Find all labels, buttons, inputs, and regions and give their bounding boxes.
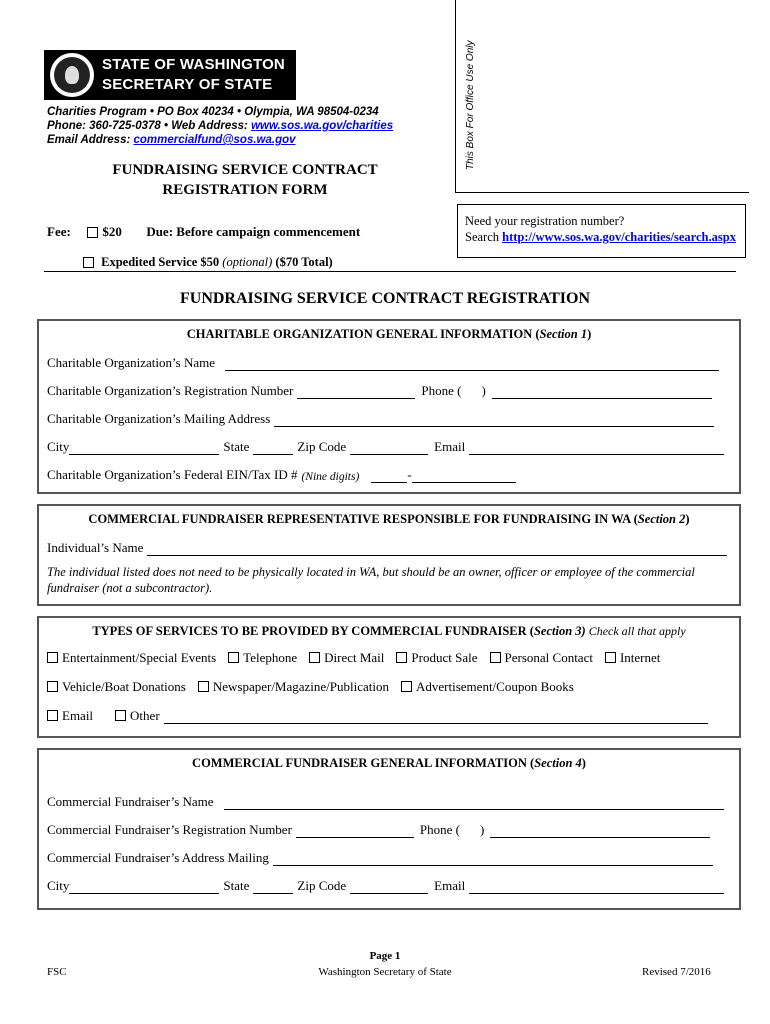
registration-lookup-box [457, 204, 746, 258]
charity-mailing-field[interactable] [274, 414, 714, 427]
section-2 [37, 504, 741, 606]
reg-lookup-link[interactable]: http://www.sos.wa.gov/charities/search.aspx [502, 230, 736, 244]
form-title-line1: FUNDRAISING SERVICE CONTRACT [112, 162, 378, 178]
service-label: Product Sale [411, 650, 478, 665]
logo-line-2: SECRETARY OF STATE [102, 76, 273, 93]
expedited-label: Expedited Service $50 [101, 255, 220, 269]
state-seal-icon [50, 53, 94, 97]
service-label: Advertisement/Coupon Books [416, 679, 574, 694]
fundraiser-state-field[interactable] [253, 881, 293, 894]
fundraiser-city-field[interactable] [69, 881, 219, 894]
section-2-title: COMMERCIAL FUNDRAISER REPRESENTATIVE RESPONSIBLE FOR FUNDRAISING IN WA (Section 2) [88, 512, 690, 526]
service-label: Personal Contact [504, 650, 593, 665]
fee-amount: $20 [102, 224, 122, 239]
service-checkbox[interactable] [47, 652, 58, 663]
charity-ein-field-1[interactable] [371, 470, 407, 483]
individual-name-label: Individual’s Name [47, 540, 144, 555]
service-checkbox[interactable] [605, 652, 616, 663]
charity-regnum-row [47, 383, 712, 399]
fundraiser-phone-close: ) [480, 822, 485, 837]
service-label: Vehicle/Boat Donations [62, 679, 186, 694]
fundraiser-city-label: City [47, 878, 70, 893]
phone-label: Phone: 360-725-0378 • Web Address: [47, 120, 252, 132]
fundraiser-address-row [47, 850, 713, 866]
service-checkbox[interactable] [47, 681, 58, 692]
sos-logo [44, 50, 296, 100]
service-checkbox[interactable] [228, 652, 239, 663]
fundraiser-regnum-field[interactable] [296, 825, 414, 838]
office-use-box [455, 0, 749, 193]
other-service-label: Other [130, 708, 160, 723]
service-label: Internet [619, 650, 661, 665]
charity-state-label: State [223, 439, 250, 454]
service-label: Telephone [243, 650, 298, 665]
charity-state-field[interactable] [253, 442, 293, 455]
fundraiser-regnum-row [47, 822, 710, 838]
charity-phone-label: Phone ( [421, 383, 462, 398]
fee-label: Fee: [47, 224, 71, 239]
charity-regnum-field[interactable] [297, 386, 415, 399]
charity-mailing-row [47, 411, 714, 427]
fundraiser-phone-field[interactable] [490, 825, 710, 838]
individual-name-row [47, 540, 727, 556]
service-checkbox[interactable] [401, 681, 412, 692]
fundraiser-phone-label: Phone ( [419, 822, 460, 837]
charity-phone-close: ) [481, 383, 486, 398]
fundraiser-state-label: State [223, 878, 250, 893]
expedited-checkbox[interactable] [83, 257, 94, 268]
charity-ein-dash: - [407, 467, 412, 482]
section-3 [37, 616, 741, 738]
individual-note: The individual listed does not need to be physically located in WA, but should be an owner, officer or employee of the commercial fundraiser (not a subcontractor). [47, 565, 695, 595]
form-title-line2: REGISTRATION FORM [162, 182, 328, 198]
divider [44, 271, 736, 272]
email-label: Email Address: [47, 134, 134, 146]
reg-lookup-prefix: Search [465, 230, 503, 244]
expedited-row [83, 255, 333, 270]
section-3-title: TYPES OF SERVICES TO BE PROVIDED BY COMMERCIAL FUNDRAISER (Section 3) Check all that apply [92, 624, 686, 638]
fundraiser-regnum-label: Commercial Fundraiser’s Registration Number [47, 822, 292, 837]
fundraiser-name-row [47, 794, 724, 810]
address-line: Charities Program • PO Box 40234 • Olympia, WA 98504-0234 [47, 106, 379, 118]
footer-agency: Washington Secretary of State [318, 966, 452, 978]
charity-email-label: Email [434, 439, 466, 454]
page-number: Page 1 [369, 950, 401, 962]
service-label: Entertainment/Special Events [62, 650, 217, 665]
form-title [80, 160, 410, 200]
fundraiser-address-field[interactable] [273, 853, 713, 866]
fundraiser-name-field[interactable] [224, 797, 724, 810]
charity-phone-field[interactable] [492, 386, 712, 399]
charity-city-row [47, 439, 724, 455]
email-service-checkbox[interactable] [47, 710, 58, 721]
charity-name-label: Charitable Organization’s Name [47, 355, 215, 370]
service-label: Newspaper/Magazine/Publication [212, 679, 390, 694]
charity-name-field[interactable] [225, 358, 719, 371]
charity-regnum-label: Charitable Organization’s Registration Number [47, 383, 294, 398]
service-checkbox[interactable] [396, 652, 407, 663]
fee-due: Due: Before campaign commencement [146, 224, 361, 239]
charity-ein-hint: (Nine digits) [301, 471, 360, 483]
office-use-label: This Box For Office Use Only [465, 40, 476, 170]
service-checkbox[interactable] [198, 681, 209, 692]
charity-ein-row [47, 467, 516, 483]
fundraiser-zip-label: Zip Code [297, 878, 347, 893]
charity-city-label: City [47, 439, 70, 454]
services-row-2 [47, 679, 586, 695]
logo-line-1: STATE OF WASHINGTON [102, 56, 285, 73]
service-checkbox[interactable] [309, 652, 320, 663]
fee-checkbox[interactable] [87, 227, 98, 238]
fundraiser-city-row [47, 878, 724, 894]
email-service-label: Email [62, 708, 94, 723]
section-4-title: COMMERCIAL FUNDRAISER GENERAL INFORMATION (Section 4) [192, 756, 586, 770]
service-checkbox[interactable] [490, 652, 501, 663]
other-service-field[interactable] [164, 711, 708, 724]
charity-city-field[interactable] [69, 442, 219, 455]
section-1 [37, 319, 741, 494]
email-line [47, 134, 296, 146]
fundraiser-email-field[interactable] [469, 881, 724, 894]
charity-zip-label: Zip Code [297, 439, 347, 454]
expedited-optional: (optional) [222, 255, 273, 269]
individual-name-field[interactable] [147, 543, 727, 556]
main-title: FUNDRAISING SERVICE CONTRACT REGISTRATION [179, 290, 591, 307]
fundraiser-zip-field[interactable] [350, 881, 428, 894]
revision-date: Revised 7/2016 [642, 966, 711, 978]
service-label: Direct Mail [324, 650, 385, 665]
web-link[interactable]: www.sos.wa.gov/charities [251, 120, 394, 132]
charity-name-row [47, 355, 719, 371]
charity-mailing-label: Charitable Organization’s Mailing Address [47, 411, 271, 426]
fundraiser-address-label: Commercial Fundraiser’s Address Mailing [47, 850, 269, 865]
fee-row [47, 224, 360, 240]
services-row-3 [47, 708, 708, 724]
reg-lookup-question: Need your registration number? [465, 214, 625, 228]
section-4 [37, 748, 741, 910]
fundraiser-email-label: Email [434, 878, 466, 893]
expedited-total: ($70 Total) [275, 255, 333, 269]
section-1-title: CHARITABLE ORGANIZATION GENERAL INFORMATION (Section 1) [186, 327, 592, 341]
charity-ein-field-2[interactable] [412, 470, 516, 483]
email-link[interactable]: commercialfund@sos.wa.gov [133, 134, 296, 146]
charity-ein-label: Charitable Organization’s Federal EIN/Tax ID # [47, 467, 298, 482]
other-service-checkbox[interactable] [115, 710, 126, 721]
services-row-1 [47, 650, 672, 666]
phone-web-line [47, 120, 393, 132]
charity-email-field[interactable] [469, 442, 724, 455]
charity-zip-field[interactable] [350, 442, 428, 455]
form-code: FSC [47, 966, 67, 978]
fundraiser-name-label: Commercial Fundraiser’s Name [47, 794, 214, 809]
